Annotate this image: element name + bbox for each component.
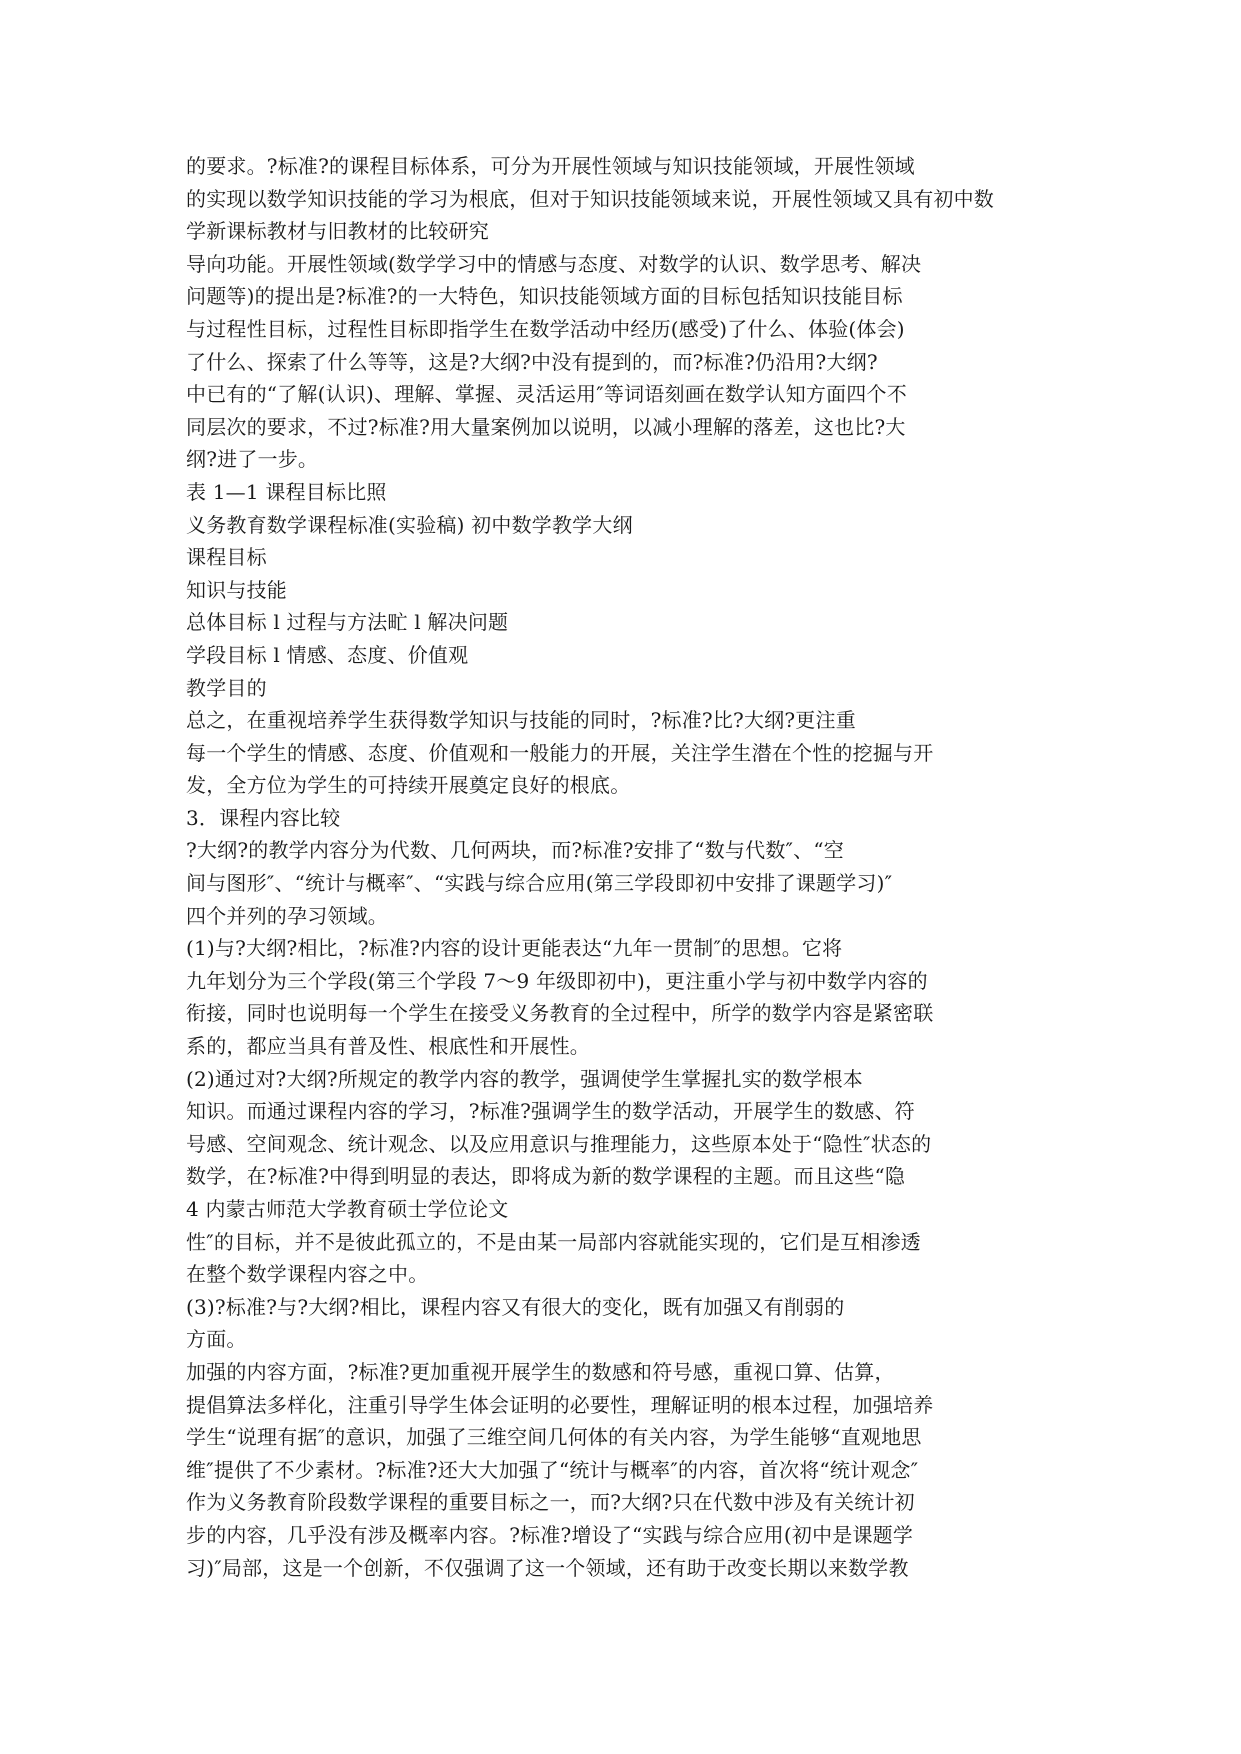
text-line: 导向功能。开展性领域(数学学习中的情感与态度、对数学的认识、数学思考、解决 [186,251,922,276]
text-line: (2)通过对?大纲?所规定的教学内容的教学，强调使学生掌握扎实的数学根本 [186,1066,863,1091]
text-line: 提倡算法多样化，注重引导学生体会证明的必要性，理解证明的根本过程，加强培养 [186,1392,934,1417]
text-line: 方面。 [186,1327,247,1352]
running-header: 4 内蒙古师范大学教育硕士学位论文 [186,1197,509,1221]
text-line: 在整个数学课程内容之中。 [186,1262,429,1287]
text-line: 号感、空间观念、统计观念、以及应用意识与推理能力，这些原本处于“隐性″状态的 [186,1131,932,1156]
table-caption: 表 1—1 课程目标比照 [186,479,387,504]
text-line: 纲?进了一步。 [186,447,319,472]
text-line: 九年划分为三个学段(第三个学段 7～9 年级即初中)，更注重小学与初中数学内容的 [186,968,928,993]
table-cell: 课程目标 [186,545,267,570]
text-line: 每一个学生的情感、态度、价值观和一般能力的开展，关注学生潜在个性的挖掘与开 [186,740,934,765]
text-line: 的要求。?标准?的课程目标体系，可分为开展性领域与知识技能领域，开展性领域 [186,154,915,178]
text-line: 数学，在?标准?中得到明显的表达，即将成为新的数学课程的主题。而且这些“隐 [186,1164,906,1189]
table-cell: 学段目标 l 情感、态度、价值观 [186,642,469,667]
text-line: 学新课标教材与旧教材的比较研究 [186,219,489,244]
text-line: 衔接，同时也说明每一个学生在接受义务教育的全过程中，所学的数学内容是紧密联 [186,1001,934,1026]
text-line: 与过程性目标，过程性目标即指学生在数学活动中经历(感受)了什么、体验(体会) [186,316,905,341]
text-line: 步的内容，几乎没有涉及概率内容。?标准?增设了“实践与综合应用(初中是课题学 [186,1522,914,1547]
text-line: 四个并列的孕习领域。 [186,903,388,928]
text-line: 习)″局部，这是一个创新，不仅强调了这一个领域，还有助于改变长期以来数学教 [186,1555,909,1580]
text-line: 发，全方位为学生的可持续开展奠定良好的根底。 [186,773,631,798]
text-line: 学生“说理有据″的意识，加强了三维空间几何体的有关内容，为学生能够“直观地思 [186,1425,922,1450]
text-line: 问题等)的提出是?标准?的一大特色，知识技能领域方面的目标包括知识技能目标 [186,284,903,309]
text-line: 加强的内容方面，?标准?更加重视开展学生的数感和符号感，重视口算、估算， [186,1359,895,1384]
section-heading: 3．课程内容比较 [186,805,341,830]
text-line: 总之，在重视培养学生获得数学知识与技能的同时，?标准?比?大纲?更注重 [186,708,856,733]
document-body [186,150,1066,1584]
text-line: 间与图形″、“统计与概率″、“实践与综合应用(第三学段即初中安排了课题学习)″ [186,871,893,896]
table-cell: 知识与技能 [186,577,287,602]
text-line: 同层次的要求，不过?标准?用大量案例加以说明，以减小理解的落差，这也比?大 [186,414,906,439]
text-line: (3)?标准?与?大纲?相比，课程内容又有很大的变化，既有加强又有削弱的 [186,1294,845,1319]
text-line: 性″的目标，并不是彼此孤立的，不是由某一局部内容就能实现的，它们是互相渗透 [186,1229,921,1254]
text-line: 的实现以数学知识技能的学习为根底，但对于知识技能领域来说，开展性领域又具有初中数 [186,186,994,211]
text-line: 中已有的“了解(认识)、理解、掌握、灵活运用″等词语刻画在数学认知方面四个不 [186,382,907,407]
table-cell: 总体目标 l 过程与方法甿 l 解决问题 [186,610,509,635]
text-line: ?大纲?的教学内容分为代数、几何两块，而?标准?安排了“数与代数″、“空 [186,838,845,863]
text-line: 系的，都应当具有普及性、根底性和开展性。 [186,1034,590,1059]
text-line: 维″提供了不少素材。?标准?还大大加强了“统计与概率″的内容，首次将“统计观念″ [186,1457,919,1482]
text-line: (1)与?大纲?相比，?标准?内容的设计更能表达“九年一贯制″的思想。它将 [186,936,843,961]
table-header: 义务教育数学课程标准(实验稿) 初中数学教学大纲 [186,512,633,537]
table-cell: 教学目的 [186,675,267,700]
text-line: 了什么、探索了什么等等，这是?大纲?中没有提到的，而?标准?仍沿用?大纲? [186,349,878,374]
text-line: 知识。而通过课程内容的学习，?标准?强调学生的数学活动，开展学生的数感、符 [186,1099,915,1124]
text-line: 作为义务教育阶段数学课程的重要目标之一，而?大纲?只在代数中涉及有关统计初 [186,1490,915,1515]
